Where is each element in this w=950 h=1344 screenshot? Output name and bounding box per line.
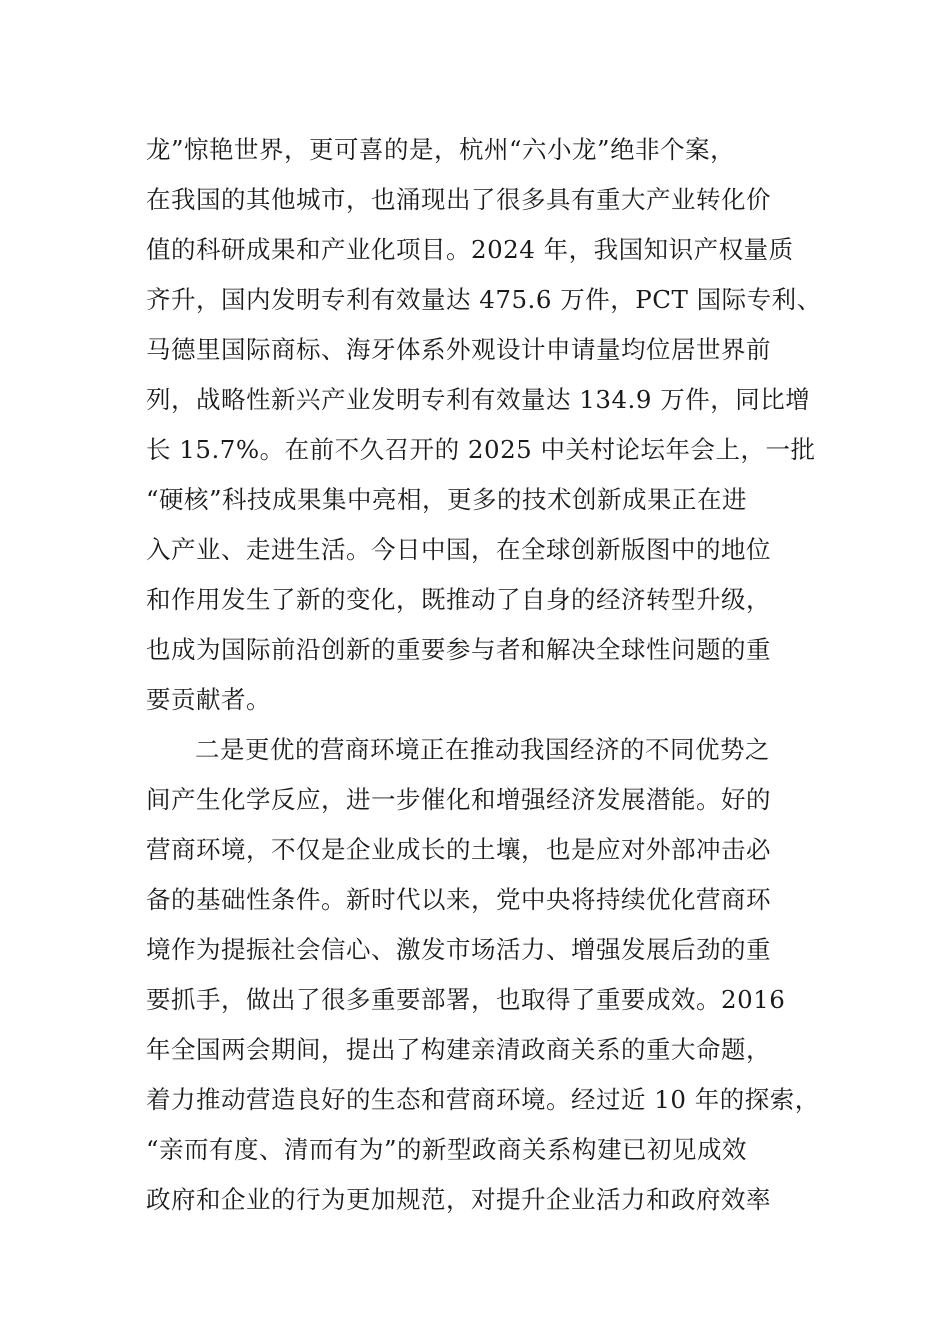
text-line: 政府和企业的行为更加规范，对提升企业活力和政府效率: [146, 1185, 771, 1214]
text-line: 入产业、走进生活。今日中国，在全球创新版图中的地位: [146, 535, 771, 564]
text-line: 在我国的其他城市，也涌现出了很多具有重大产业转化价: [146, 185, 771, 214]
text-line: 营商环境，不仅是企业成长的土壤，也是应对外部冲击必: [146, 835, 771, 864]
text-line: 着力推动营造良好的生态和营商环境。经过近 10 年的探索，: [146, 1085, 820, 1114]
text-line: 长 15.7%。在前不久召开的 2025 中关村论坛年会上，一批: [146, 435, 816, 464]
text-line: 境作为提振社会信心、激发市场活力、增强发展后劲的重: [146, 935, 771, 964]
text-line: 列，战略性新兴产业发明专利有效量达 134.9 万件，同比增: [146, 385, 811, 414]
text-line: 齐升，国内发明专利有效量达 475.6 万件，PCT 国际专利、: [146, 285, 822, 314]
text-line: “硬核”科技成果集中亮相，更多的技术创新成果正在进: [146, 485, 748, 514]
text-line: 和作用发生了新的变化，既推动了自身的经济转型升级，: [146, 585, 771, 614]
text-line: 间产生化学反应，进一步催化和增强经济发展潜能。好的: [146, 785, 771, 814]
text-line: 马德里国际商标、海牙体系外观设计申请量均位居世界前: [146, 335, 771, 364]
paragraph-first-line: 二是更优的营商环境正在推动我国经济的不同优势之: [195, 735, 770, 764]
text-line: “亲而有度、清而有为”的新型政商关系构建已初见成效: [146, 1135, 748, 1164]
text-line: 年全国两会期间，提出了构建亲清政商关系的重大命题，: [146, 1035, 771, 1064]
text-line: 要贡献者。: [146, 685, 271, 714]
text-line: 要抓手，做出了很多重要部署，也取得了重要成效。2016: [146, 985, 786, 1014]
text-line: 也成为国际前沿创新的重要参与者和解决全球性问题的重: [146, 635, 771, 664]
text-line: 备的基础性条件。新时代以来，党中央将持续优化营商环: [146, 885, 771, 914]
text-line: 龙”惊艳世界，更可喜的是，杭州“六小龙”绝非个案，: [146, 135, 736, 164]
text-line: 值的科研成果和产业化项目。2024 年，我国知识产权量质: [146, 235, 794, 264]
